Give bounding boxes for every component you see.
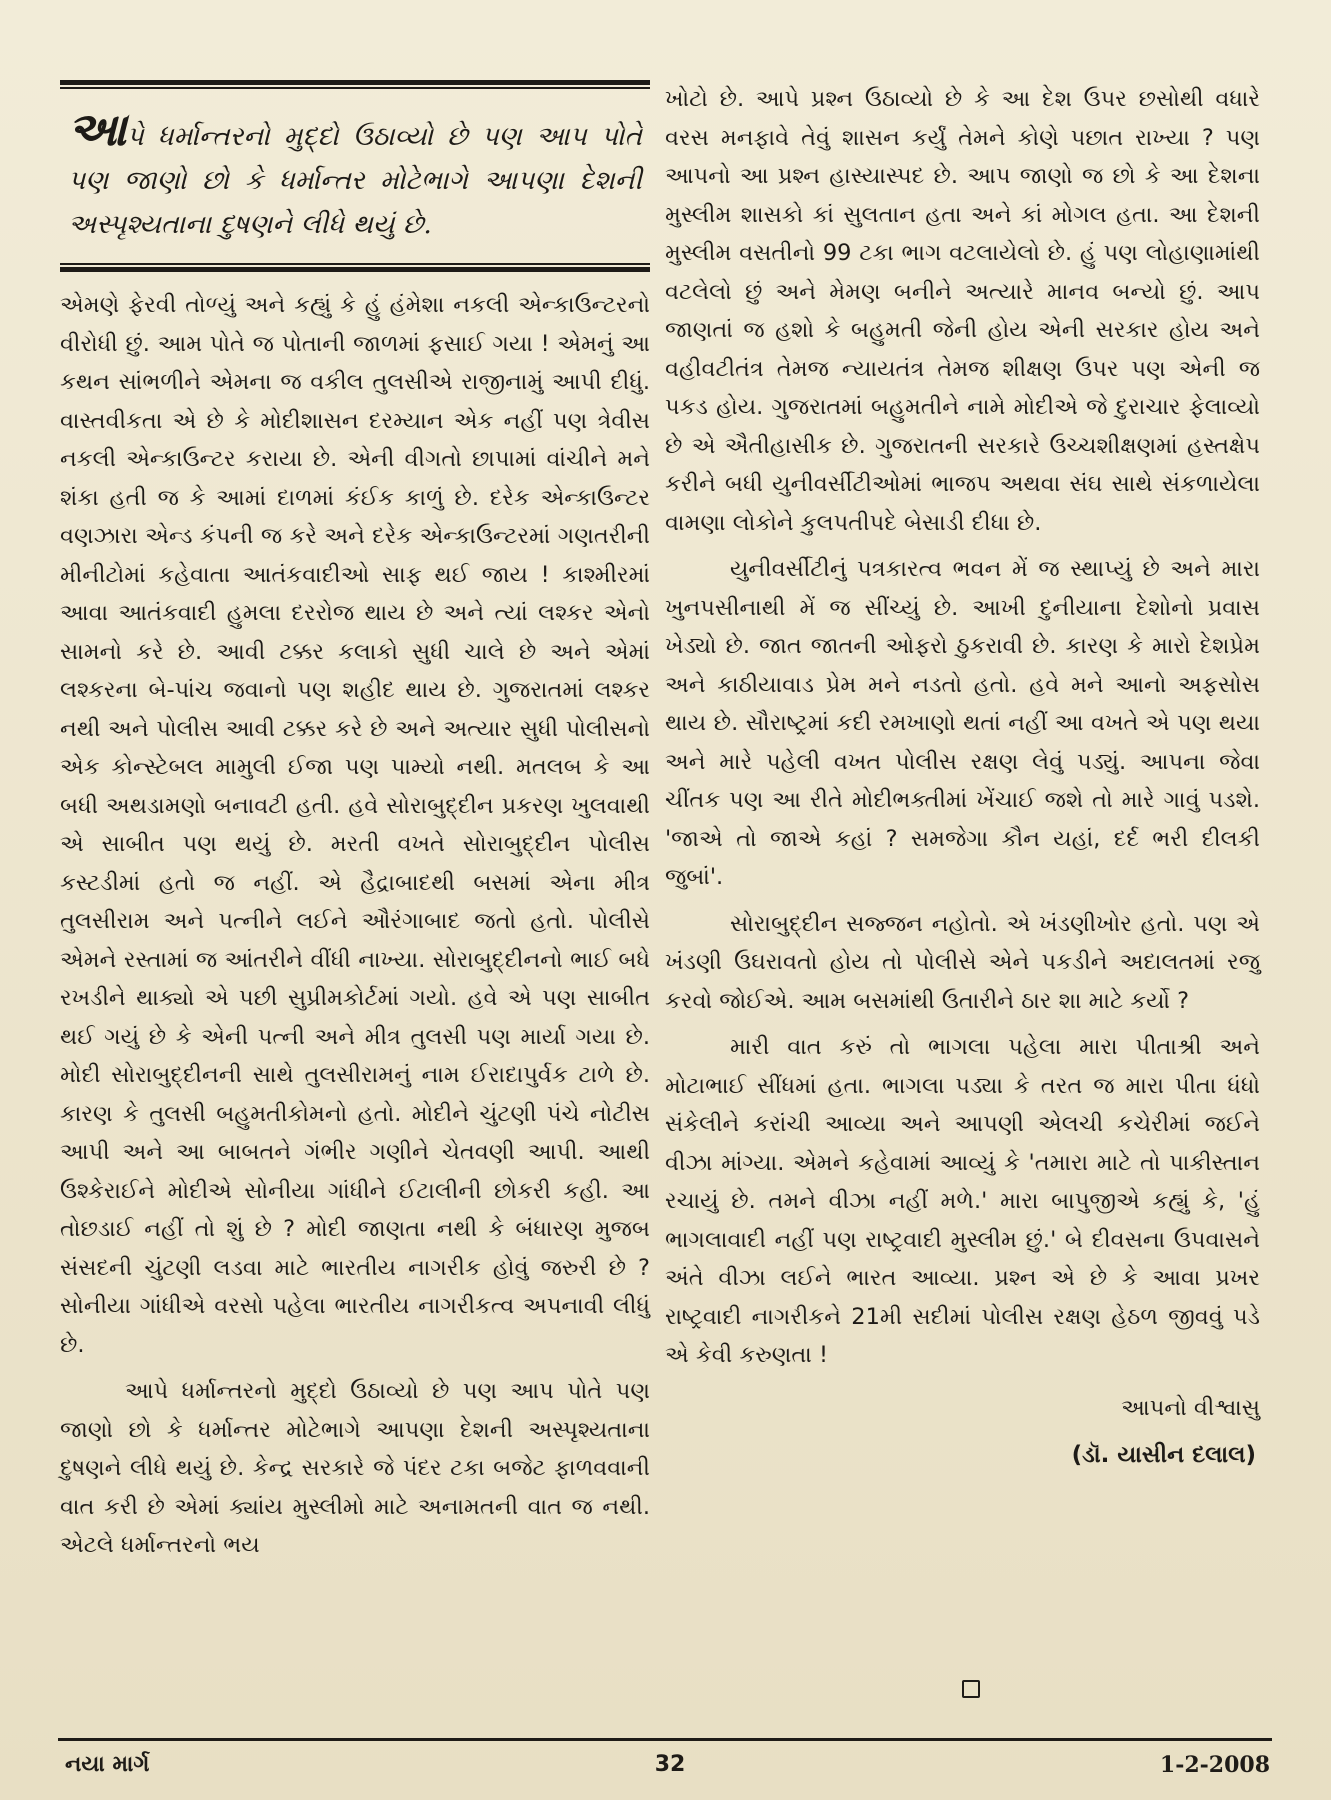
letter-signoff: આપનો વીશ્વાસુ xyxy=(1121,1394,1260,1421)
author-signature: (ડૉ. યાસીન દલાલ) xyxy=(1071,1442,1256,1468)
pull-quote xyxy=(60,80,650,272)
right-paragraph-2: યુનીવર્સીટીનું પત્રકારત્વ ભવન મેં જ સ્થાપ્યું છે અને મારા ખુનપસીનાથી મેં જ સીંચ્યું છે. આખી દુનીયાના દેશોનો પ્રવાસ ખેડ્યો છે. જાત જાતની ઓફરો ઠુકરાવી છે. કારણ કે મારો દેશપ્રેમ અને કાઠીયાવાડ પ્રેમ મને નડતો હતો. હવે મને આનો અફસોસ થાય છે. સૌરાષ્ટ્રમાં કદી રમખાણો થતાં નહીં આ વખતે એ પણ થયા અને મારે પહેલી વખત પોલીસ રક્ષણ લેવું પડ્યું. આપના જેવા ચીંતક પણ આ રીતે મોદીભક્તીમાં ખેંચાઈ જશે તો મારે ગાવું પડશે. 'જાએ તો જાએ કહાં ? સમજેગા કૌન યહાં, દર્દ ભરી દીલકી જુબાં'. xyxy=(665,556,1260,890)
footer-rule xyxy=(58,1738,1272,1741)
footer-page-number: 32 xyxy=(654,1752,686,1777)
left-column xyxy=(60,80,650,1565)
footer-publication-name: નયા માર્ગ xyxy=(65,1752,150,1777)
pull-quote-body: પે ધર્માન્તરનો મુદ્દો ઉઠાવ્યો છે પણ આપ પોતે પણ જાણો છો કે ધર્માન્તર મોટેભાગે આપણા દેશની અસ્પૃશ્યતાના દુષણને લીધે થયું છે. xyxy=(68,121,642,240)
left-paragraph-1: એમણે ફેરવી તોળ્યું અને કહ્યું કે હું હંમેશા નકલી એન્કાઉન્ટરનો વીરોધી છું. આમ પોતે જ પોતાની જાળમાં ફસાઈ ગયા ! એમનું આ કથન સાંભળીને એમના જ વકીલ તુલસીએ રાજીનામું આપી દીધું. વાસ્તવીકતા એ છે કે મોદીશાસન દરમ્યાન એક નહીં પણ ત્રેવીસ નકલી એન્કાઉન્ટર કરાયા છે. એની વીગતો છાપામાં વાંચીને મને શંકા હતી જ કે આમાં દાળમાં કંઈક કાળું છે. દરેક એન્કાઉન્ટર વણઝારા એન્ડ કંપની જ કરે અને દરેક એન્કાઉન્ટરમાં ગણતરીની મીનીટોમાં કહેવાતા આતંકવાદીઓ સાફ થઈ જાય ! કાશ્મીરમાં આવા આતંકવાદી હુમલા દરરોજ થાય છે અને ત્યાં લશ્કર એનો સામનો કરે છે. આવી ટક્કર કલાકો સુધી ચાલે છે અને એમાં લશ્કરના બે-પાંચ જવાનો પણ શહીદ થાય છે. ગુજરાતમાં લશ્કર નથી અને પોલીસ આવી ટક્કર કરે છે અને અત્યાર સુધી પોલીસનો એક કોન્સ્ટેબલ મામુલી ઈજા પણ પામ્યો નથી. મતલબ કે આ બધી અથડામણો બનાવટી હતી. હવે સોરાબુદ્દીન પ્રકરણ ખુલવાથી એ સાબીત પણ થયું છે. મરતી વખતે સોરાબુદ્દીન પોલીસ કસ્ટડીમાં હતો જ નહીં. એ હૈદ્રાબાદથી બસમાં એના મીત્ર તુલસીરામ અને પત્નીને લઈને ઔરંગાબાદ જતો હતો. પોલીસે એમને રસ્તામાં જ આંતરીને વીંધી નાખ્યા. સોરાબુદ્દીનનો ભાઈ બધે રખડીને થાક્યો એ પછી સુપ્રીમકોર્ટમાં ગયો. હવે એ પણ સાબીત થઈ ગયું છે કે એની પત્ની અને મીત્ર તુલસી પણ માર્યા ગયા છે. મોદી સોરાબુદ્દીનની સાથે તુલસીરામનું નામ ઈરાદાપુર્વક ટાળે છે. કારણ કે તુલસી બહુમતીકોમનો હતો. મોદીને ચુંટણી પંચે નોટીસ આપી અને આ બાબતને ગંભીર ગણીને ચેતવણી આપી. આથી ઉશ્કેરાઈને મોદીએ સોનીયા ગાંધીને ઈટાલીની છોકરી કહી. આ તોછડાઈ નહીં તો શું છે ? મોદી જાણતા નથી કે બંધારણ મુજબ સંસદની ચુંટણી લડવા માટે ભારતીય નાગરીક હોવું જરુરી છે ? સોનીયા ગાંધીએ વરસો પહેલા ભારતીય નાગરીકત્વ અપનાવી લીધું છે. xyxy=(60,292,650,1358)
right-paragraph-1: ખોટો છે. આપે પ્રશ્ન ઉઠાવ્યો છે કે આ દેશ ઉપર છસોથી વધારે વરસ મનફાવે તેવું શાસન કર્યું તેમને કોણે પછાત રાખ્યા ? પણ આપનો આ પ્રશ્ન હાસ્યાસ્પદ છે. આપ જાણો જ છો કે આ દેશના મુસ્લીમ શાસકો કાં સુલતાન હતા અને કાં મોગલ હતા. આ દેશની મુસ્લીમ વસતીનો 99 ટકા ભાગ વટલાયેલો છે. હું પણ લોહાણામાંથી વટલેલો છું અને મેમણ બનીને અત્યારે માનવ બન્યો છું. આપ જાણતાં જ હશો કે બહુમતી જેની હોય એની સરકાર હોય અને વહીવટીતંત્ર તેમજ ન્યાયતંત્ર તેમજ શીક્ષણ ઉપર પણ એની જ પકડ હોય. ગુજરાતમાં બહુમતીને નામે મોદીએ જે દુરાચાર ફેલાવ્યો છે એ ઐતીહાસીક છે. ગુજરાતની સરકારે ઉચ્ચશીક્ષણમાં હસ્તક્ષેપ કરીને બધી યુનીવર્સીટીઓમાં ભાજપ અથવા સંઘ સાથે સંકળાયેલા વામણા લોકોને કુલપતીપદે બેસાડી દીધા છે. xyxy=(665,86,1260,536)
pull-quote-bottom-rule xyxy=(60,267,650,272)
pull-quote-text xyxy=(60,89,650,263)
right-column xyxy=(665,80,1260,1475)
pull-quote-bottom-rule-thin xyxy=(60,263,650,265)
right-paragraph-3: સોરાબુદ્દીન સજ્જન નહોતો. એ ખંડણીખોર હતો. પણ એ ખંડણી ઉઘરાવતો હોય તો પોલીસે એને પકડીને અદાલતમાં રજુ કરવો જોઈએ. આમ બસમાંથી ઉતારીને ઠાર શા માટે કર્યો ? xyxy=(665,910,1260,1014)
pull-quote-initial: આ xyxy=(68,102,127,156)
pull-quote-top-rule xyxy=(60,80,650,85)
footer-date: 1-2-2008 xyxy=(1159,1752,1270,1778)
left-paragraph-2: આપે ધર્માન્તરનો મુદ્દો ઉઠાવ્યો છે પણ આપ પોતે પણ જાણો છો કે ધર્માન્તર મોટેભાગે આપણા દેશની અસ્પૃશ્યતાના દુષણને લીધે થયું છે. કેન્દ્ર સરકારે જે પંદર ટકા બજેટ ફાળવવાની વાત કરી છે એમાં ક્યાંય મુસ્લીમો માટે અનામતની વાત જ નથી. એટલે ધર્માન્તરનો ભય xyxy=(60,1378,650,1558)
end-of-article-icon xyxy=(962,1680,980,1698)
right-paragraph-4: મારી વાત કરું તો ભાગલા પહેલા મારા પીતાશ્રી અને મોટાભાઈ સીંધમાં હતા. ભાગલા પડ્યા કે તરત જ મારા પીતા ધંધો સંકેલીને કરાંચી આવ્યા અને આપણી એલચી કચેરીમાં જઈને વીઝા માંગ્યા. એમને કહેવામાં આવ્યું કે 'તમારા માટે તો પાકીસ્તાન રચાયું છે. તમને વીઝા નહીં મળે.' મારા બાપુજીએ કહ્યું કે, 'હું ભાગલાવાદી નહીં પણ રાષ્ટ્રવાદી મુસ્લીમ છું.' બે દીવસના ઉપવાસને અંતે વીઝા લઈને ભારત આવ્યા. પ્રશ્ન એ છે કે આવા પ્રખર રાષ્ટ્રવાદી નાગરીકને 21મી સદીમાં પોલીસ રક્ષણ હેઠળ જીવવું પડે એ કેવી કરુણતા ! xyxy=(665,1034,1260,1368)
